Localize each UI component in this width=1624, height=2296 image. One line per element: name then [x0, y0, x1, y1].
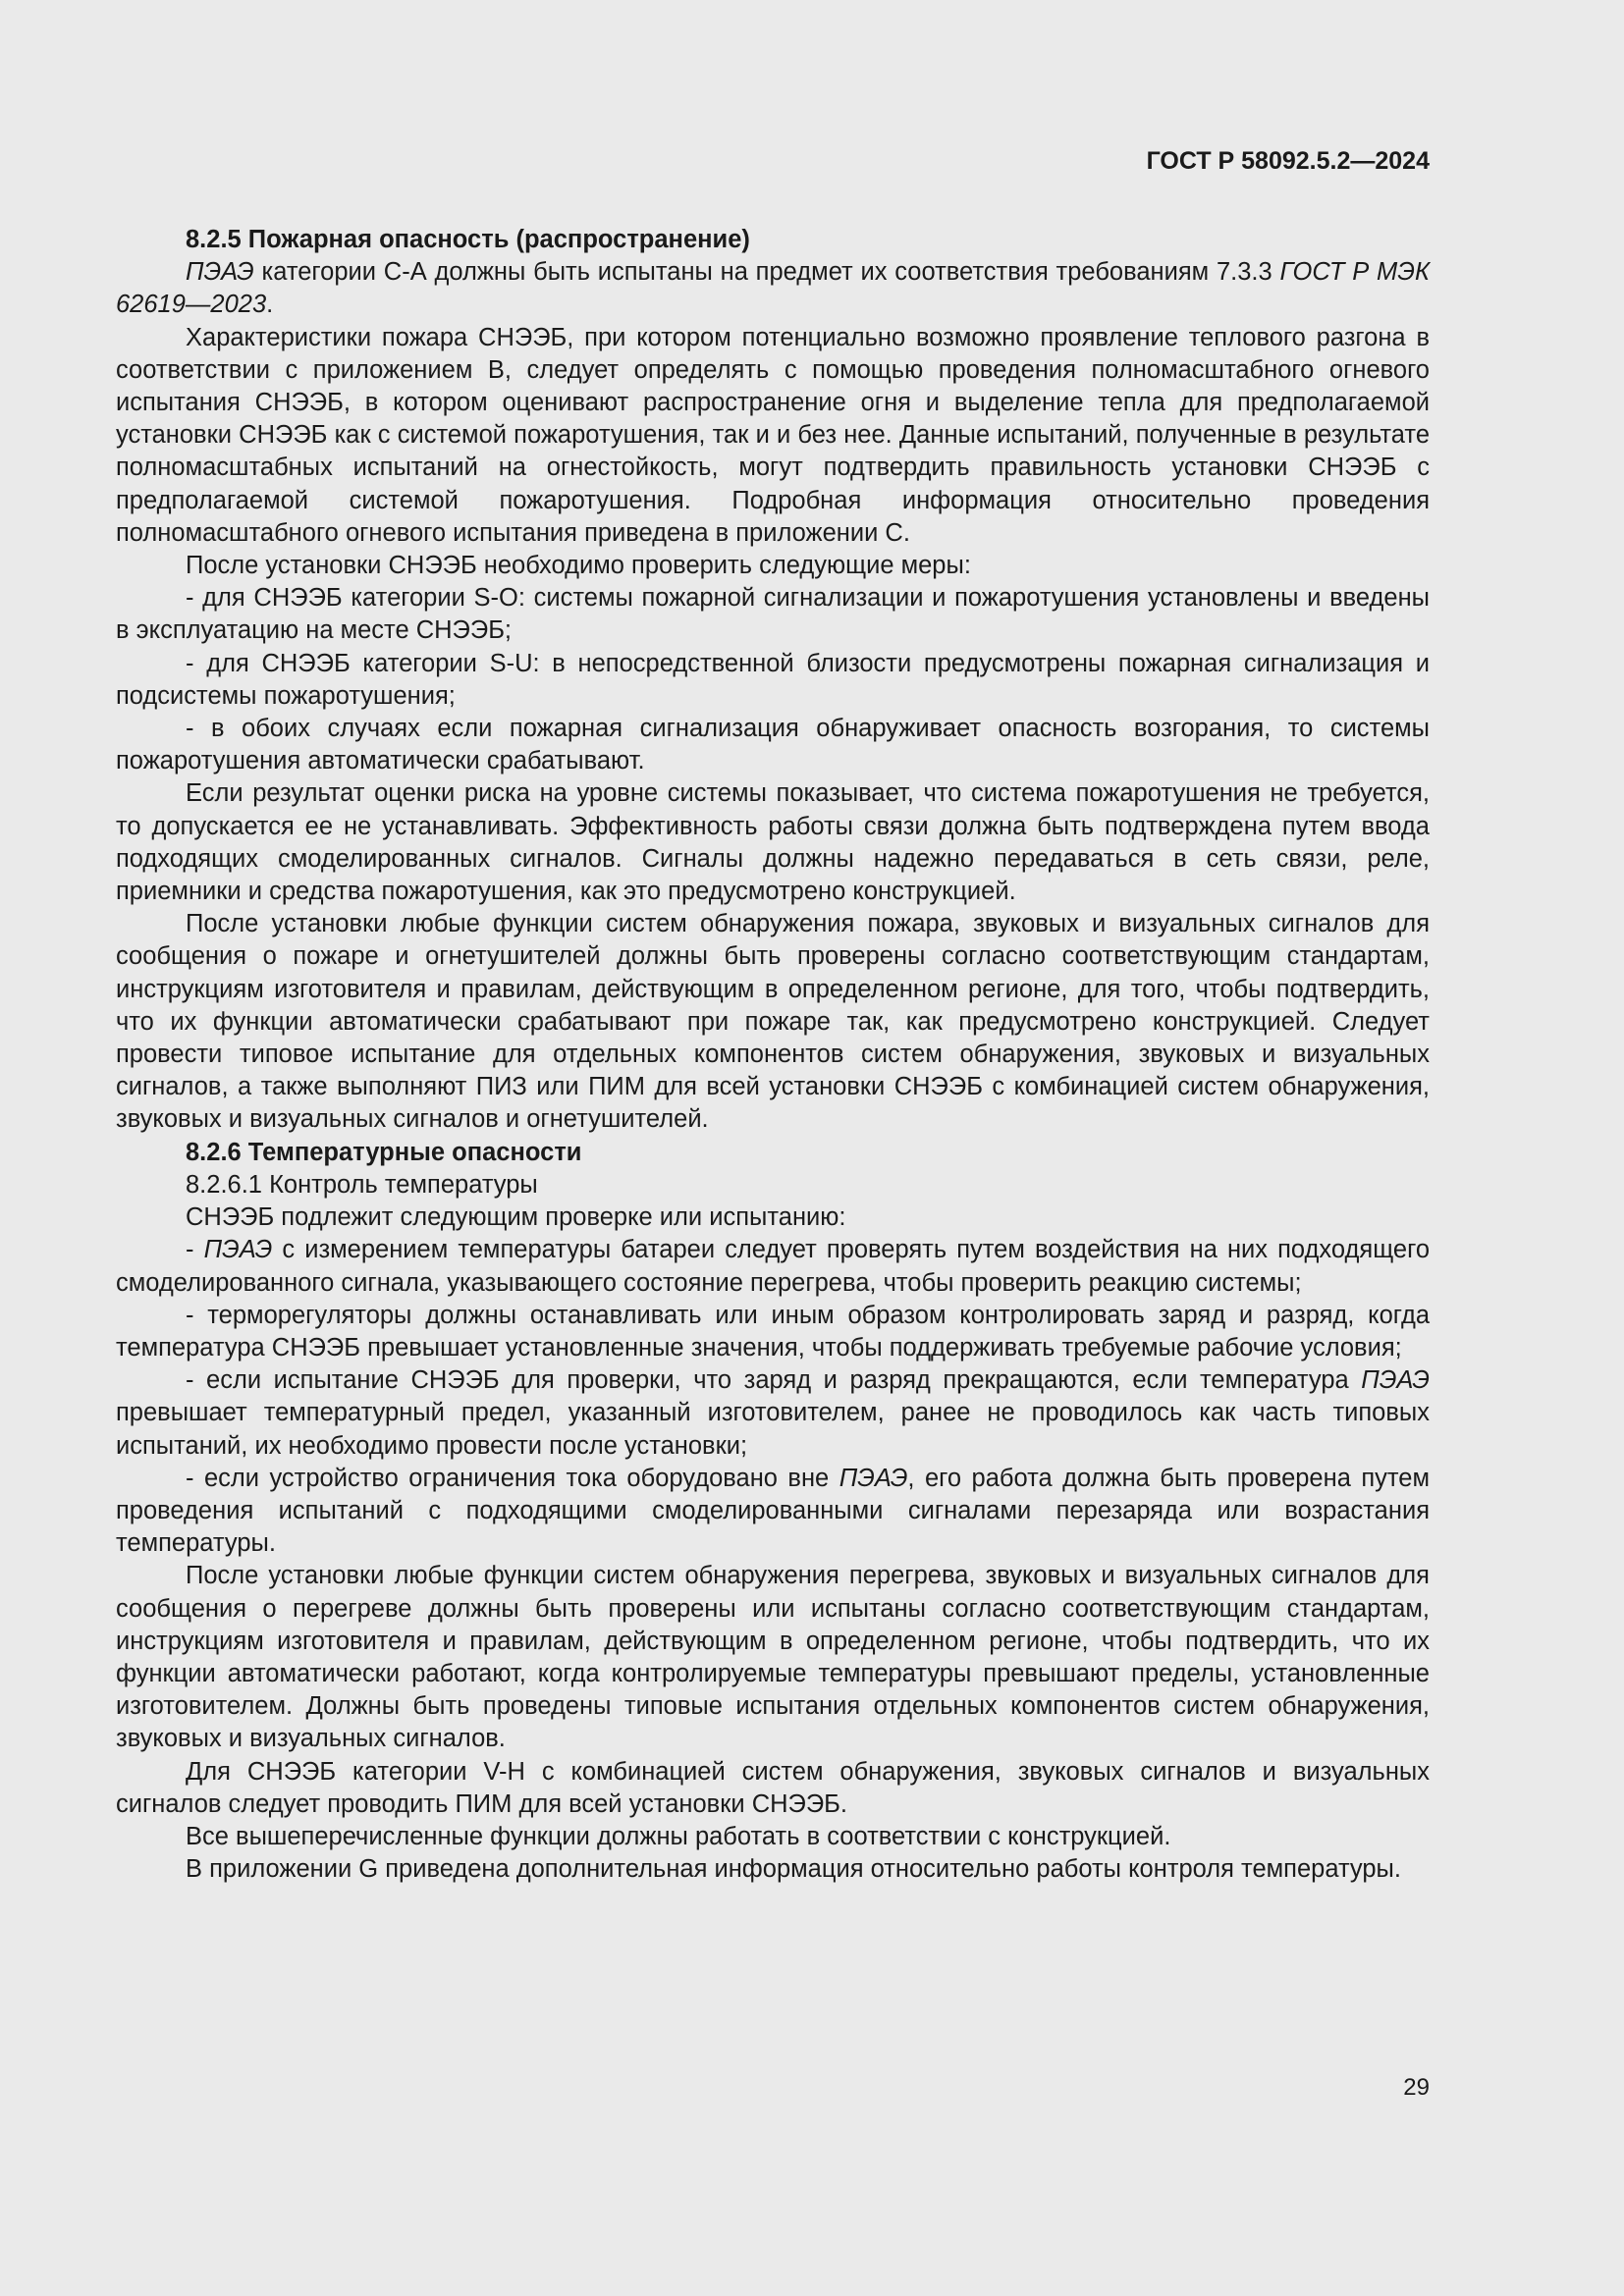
term-paae: ПЭАЭ — [203, 1236, 273, 1264]
list-item-826-1 — [116, 1234, 1430, 1299]
section-heading-826: 8.2.6 Температурные опасности — [186, 1138, 582, 1166]
paragraph-825-5: После установки любые функции систем обнаружения пожара, звуковых и визуальных сигналов для сообщения о пожаре и огнетушителей должны быть проверены согласно соответствующим стандартам, инструкциям изготовителя и правилам, действующим в определенном регионе, для того, чтобы подтвердить, что их функции автоматически срабатывают при пожаре так, как предусмотрено конструкцией. Следует провести типовое испытание для отдельных компонентов систем обнаружения, звуковых и визуальных сигналов, а также выполняют ПИЗ или ПИМ для всей установки СНЭЭБ с комбинацией систем обнаружения, звуковых и визуальных сигналов и огнетушителей. — [116, 910, 1430, 1134]
subsection-heading-8261: 8.2.6.1 Контроль температуры — [186, 1170, 538, 1199]
list-item-825-2: - для СНЭЭБ категории S-U: в непосредственной близости предусмотрены пожарная сигнализация и подсистемы пожаротушения; — [116, 649, 1430, 710]
list-item-826-2: - терморегуляторы должны останавливать или иным образом контролировать заряд и разряд, когда температура СНЭЭБ превышает установленные значения, чтобы поддерживать требуемые рабочие условия; — [116, 1301, 1430, 1362]
list-item-825-1: - для СНЭЭБ категории S-O: системы пожарной сигнализации и пожаротушения установлены и введены в эксплуатацию на месте СНЭЭБ; — [116, 584, 1430, 645]
paragraph-826-4: В приложении G приведена дополнительная информация относительно работы контроля температуры. — [186, 1855, 1401, 1884]
bullet-dash: - — [186, 1236, 204, 1264]
paragraph-826-1: После установки любые функции систем обнаружения перегрева, звуковых и визуальных сигналов для сообщения о перегреве должны быть проверены или испытаны согласно соответствующим стандартам, инструкциям изготовителя и правилам, действующим в определенном регионе, чтобы подтвердить, что их функции автоматически работают, когда контролируемые температуры превышают пределы, установленные изготовителем. Должны быть проведены типовые испытания отдельных компонентов систем обнаружения, звуковых и визуальных сигналов. — [116, 1562, 1430, 1753]
term-paae: ПЭАЭ — [1361, 1366, 1430, 1395]
paragraph-825-2: Характеристики пожара СНЭЭБ, при котором потенциально возможно проявление теплового разгона в соответствии с приложением В, следует определять с помощью проведения полномасштабного огневого испытания СНЭЭБ, в котором оценивают распространение огня и выделение тепла для предполагаемой установки СНЭЭБ как с системой пожаротушения, так и и без нее. Данные испытаний, полученные в результате полномасштабных испытаний на огнестойкость, могут подтвердить правильность установки СНЭЭБ с предполагаемой системой пожаротушения. Подробная информация относительно проведения полномасштабного огневого испытания приведена в приложении С. — [116, 323, 1430, 547]
term-paae: ПЭАЭ — [839, 1464, 908, 1492]
paragraph-text: категории С-А должны быть испытаны на предмет их соответствия требованиям 7.3.3 — [253, 258, 1280, 287]
paragraph-text: с измерением температуры батареи следует проверять путем воздействия на них подходящего смоделированного сигнала, указывающего состояние перегрева, чтобы проверить реакцию системы; — [116, 1236, 1431, 1297]
list-item-826-4 — [116, 1463, 1430, 1561]
list-item-826-3 — [116, 1364, 1430, 1463]
page-number: 29 — [1403, 2074, 1430, 2101]
term-paae: ПЭАЭ — [186, 258, 254, 287]
list-item-825-3: - в обоих случаях если пожарная сигнализация обнаруживает опасность возгорания, то системы пожаротушения автоматически срабатывают. — [116, 715, 1430, 775]
paragraph-825-3: После установки СНЭЭБ необходимо проверить следующие меры: — [186, 552, 971, 580]
standard-reference: ГОСТ Р МЭК 62619—2023 — [116, 258, 1430, 319]
section-heading-825: 8.2.5 Пожарная опасность (распространение) — [186, 226, 750, 253]
page-body — [116, 224, 1430, 1886]
standard-header: ГОСТ Р 58092.5.2—2024 — [1146, 147, 1430, 175]
paragraph-text: - если испытание СНЭЭБ для проверки, что заряд и разряд прекращаются, если температура — [186, 1366, 1362, 1395]
paragraph-text: . — [266, 291, 274, 319]
paragraph-825-4: Если результат оценки риска на уровне системы показывает, что система пожаротушения не требуется, то допускается ее не устанавливать. Эффективность работы связи должна быть подтверждена путем ввода подходящих смоделированных сигналов. Сигналы должны надежно передаваться в сеть связи, реле, приемники и средства пожаротушения, как это предусмотрено конструкцией. — [116, 779, 1430, 906]
paragraph-text: , его работа должна быть проверена путем проведения испытаний с подходящими смоделированными сигналами перезаряда или возрастания температуры. — [116, 1464, 1430, 1558]
paragraph-text: превышает температурный предел, указанный изготовителем, ранее не проводилось как часть типовых испытаний, их необходимо провести после установки; — [116, 1399, 1430, 1460]
paragraph-826-3: Все вышеперечисленные функции должны работать в соответствии с конструкцией. — [186, 1822, 1171, 1850]
paragraph-826-intro: СНЭЭБ подлежит следующим проверке или испытанию: — [186, 1203, 846, 1232]
paragraph-825-1 — [116, 256, 1430, 321]
paragraph-826-2: Для СНЭЭБ категории V-H с комбинацией систем обнаружения, звуковых сигналов и визуальных сигналов следует проводить ПИМ для всей установки СНЭЭБ. — [116, 1757, 1430, 1818]
paragraph-text: - если устройство ограничения тока оборудовано вне — [186, 1464, 839, 1492]
